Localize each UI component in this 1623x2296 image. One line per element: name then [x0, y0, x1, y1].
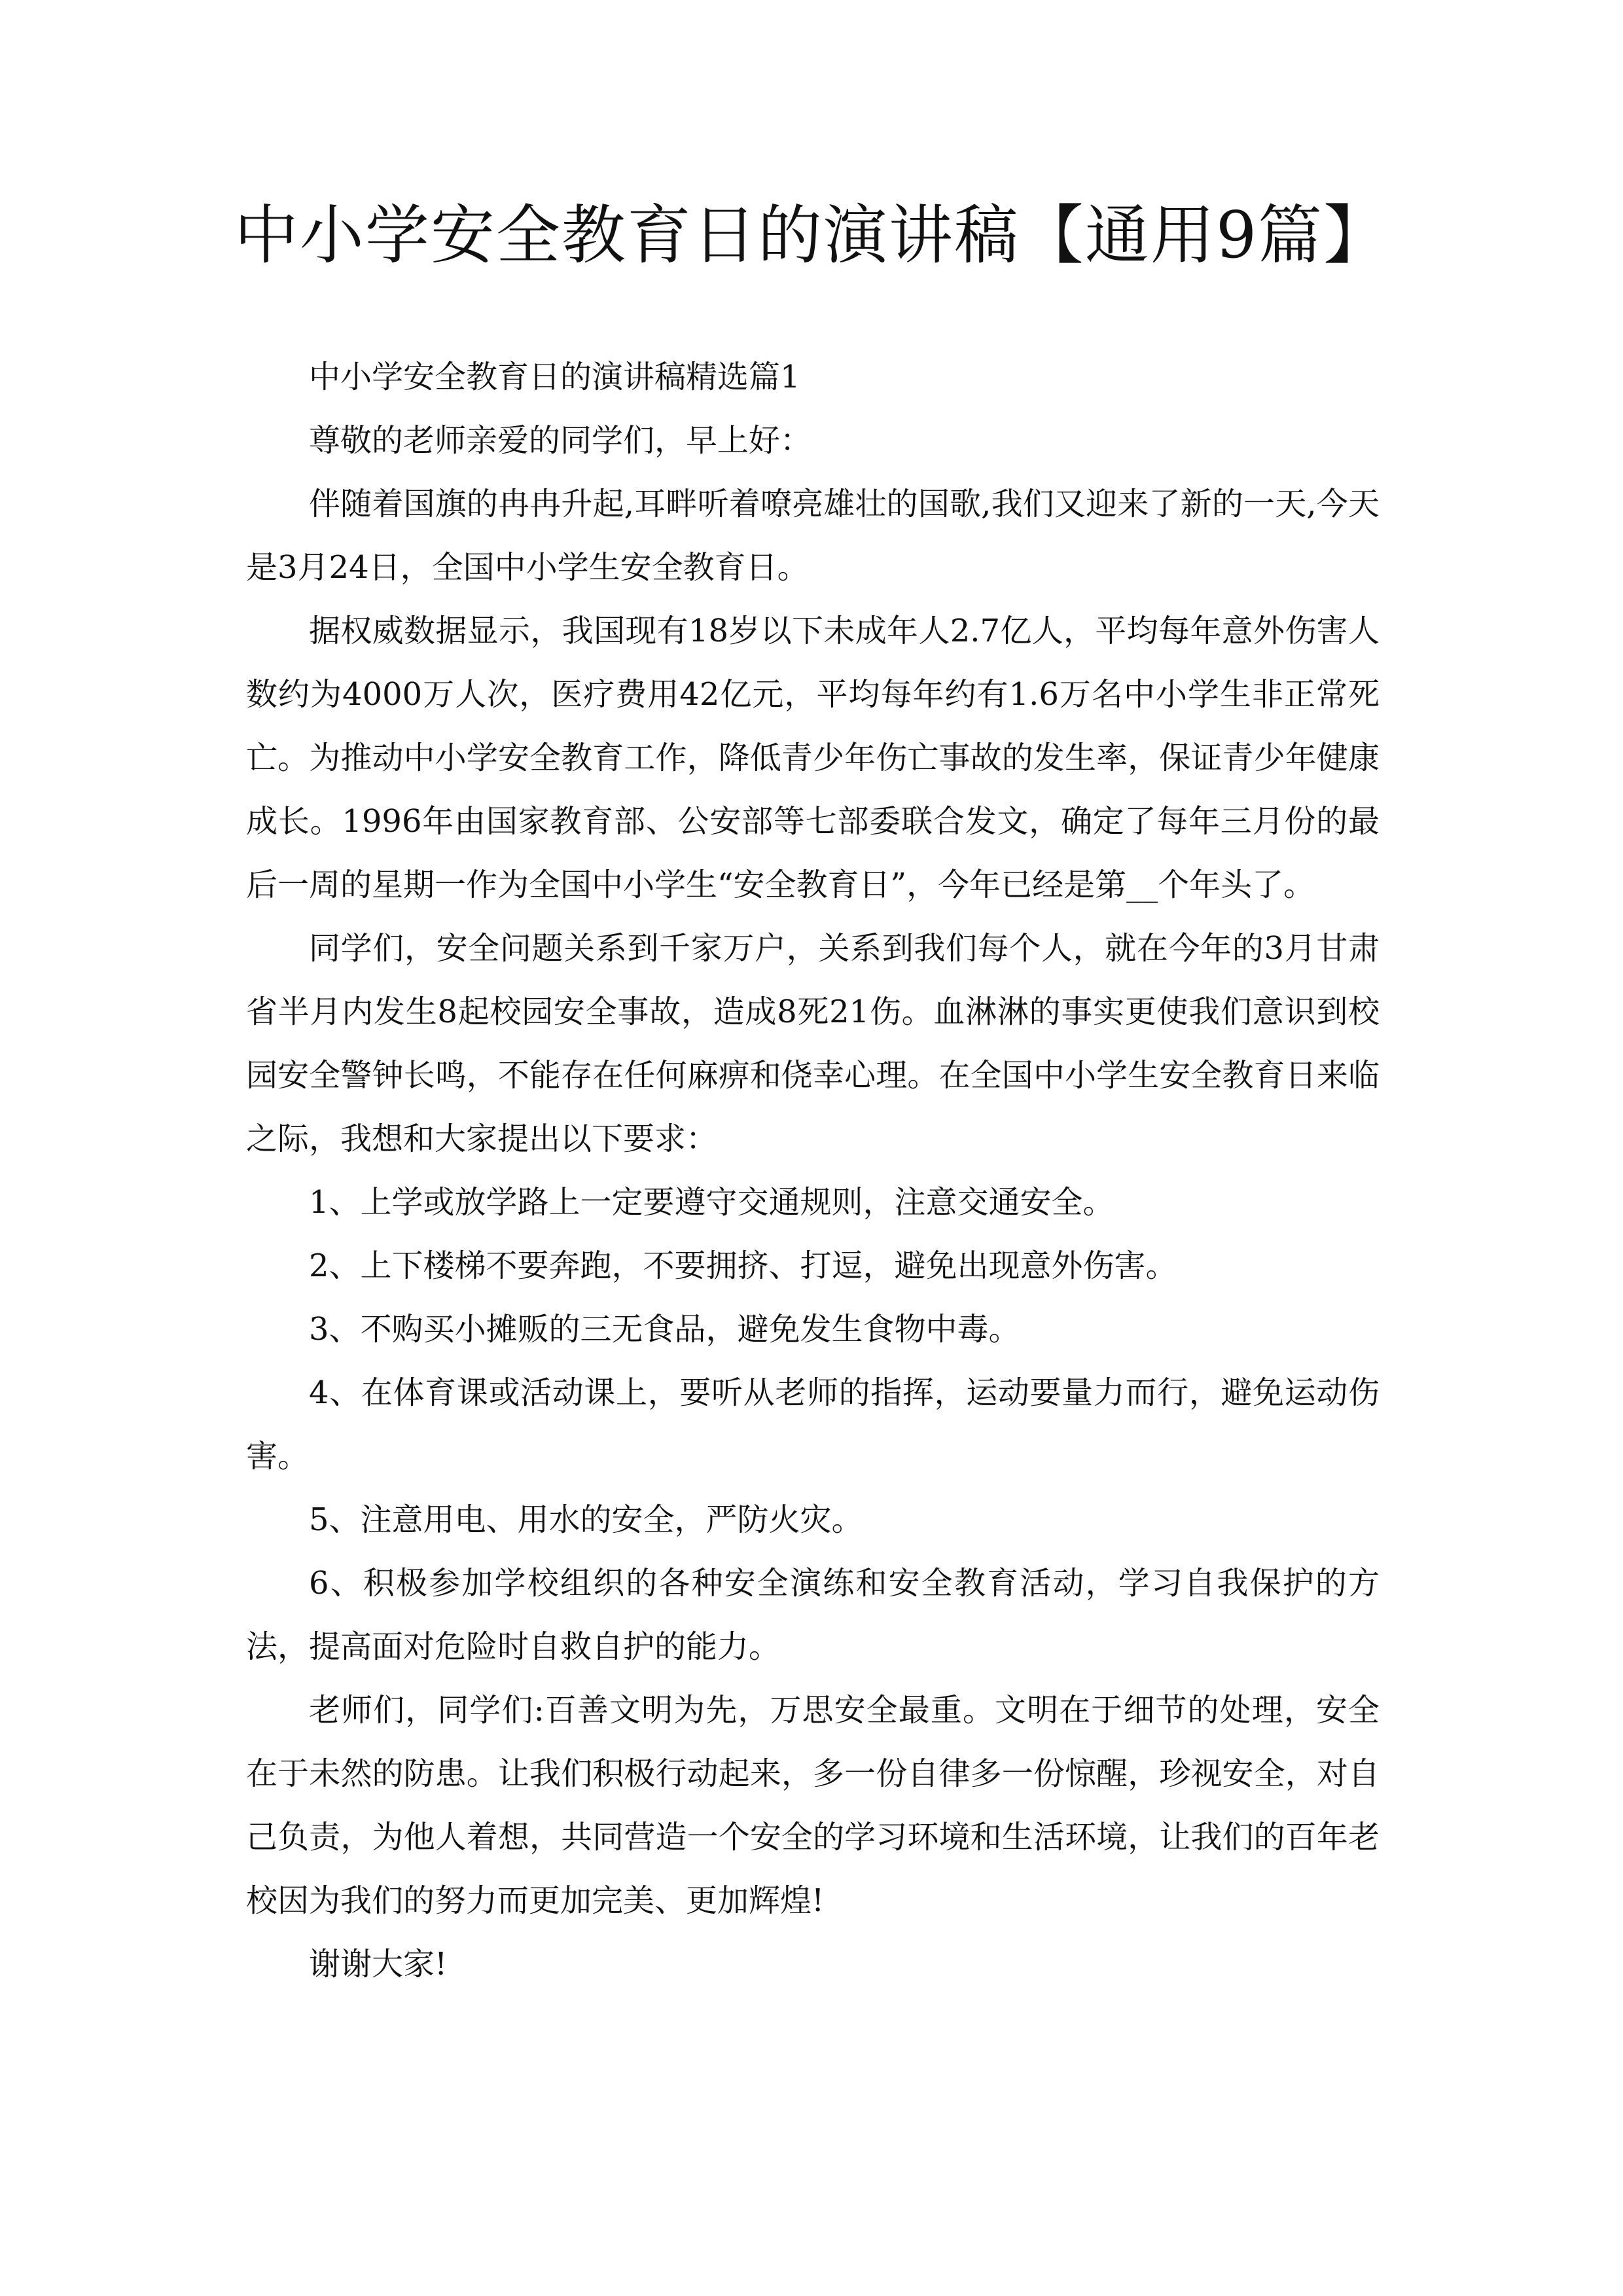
closing: 谢谢大家! — [309, 1946, 448, 1982]
list-item: 1、上学或放学路上一定要遵守交通规则，注意交通安全。 — [309, 1184, 1115, 1221]
document-title: 中小学安全教育日的演讲稿【通用9篇】 — [234, 198, 1389, 273]
paragraph: 伴随着国旗的冉冉升起,耳畔听着嘹亮雄壮的国歌,我们又迎来了新的一天,今天是3月24日，全国中小学生安全教育日。 — [246, 486, 1380, 586]
list-item: 3、不购买小摊贩的三无食品，避免发生食物中毒。 — [309, 1311, 1020, 1348]
list-item: 4、在体育课或活动课上，要听从老师的指挥，运动要量力而行，避免运动伤害。 — [246, 1374, 1380, 1475]
paragraph: 同学们，安全问题关系到千家万户，关系到我们每个人，就在今年的3月甘肃省半月内发生8起校园安全事故，造成8死21伤。血淋淋的事实更使我们意识到校园安全警钟长鸣，不能存在任何麻痹和侥幸心理。在全国中小学生安全教育日来临之际，我想和大家提出以下要求： — [246, 930, 1380, 1157]
paragraph: 据权威数据显示，我国现有18岁以下未成年人2.7亿人，平均每年意外伤害人数约为4000万人次，医疗费用42亿元，平均每年约有1.6万名中小学生非正常死亡。为推动中小学安全教育工作，降低青少年伤亡事故的发生率，保证青少年健康成长。1996年由国家教育部、公安部等七部委联合发文，确定了每年三月份的最后一周的星期一作为全国中小学生“安全教育日”，今年已经是第__个年头了。 — [246, 613, 1380, 903]
paragraph: 老师们，同学们:百善文明为先，万思安全最重。文明在于细节的处理，安全在于未然的防患。让我们积极行动起来，多一份自律多一份惊醒，珍视安全，对自己负责，为他人着想，共同营造一个安全的学习环境和生活环境，让我们的百年老校因为我们的努力而更加完美、更加辉煌! — [246, 1692, 1380, 1919]
list-item: 6、积极参加学校组织的各种安全演练和安全教育活动，学习自我保护的方法，提高面对危险时自救自护的能力。 — [246, 1565, 1380, 1665]
greeting: 尊敬的老师亲爱的同学们，早上好： — [309, 422, 812, 459]
section-heading: 中小学安全教育日的演讲稿精选篇1 — [309, 359, 800, 395]
list-item: 5、注意用电、用水的安全，严防火灾。 — [309, 1501, 863, 1538]
list-item: 2、上下楼梯不要奔跑，不要拥挤、打逗，避免出现意外伤害。 — [309, 1247, 1177, 1284]
document-body — [246, 346, 1380, 1996]
